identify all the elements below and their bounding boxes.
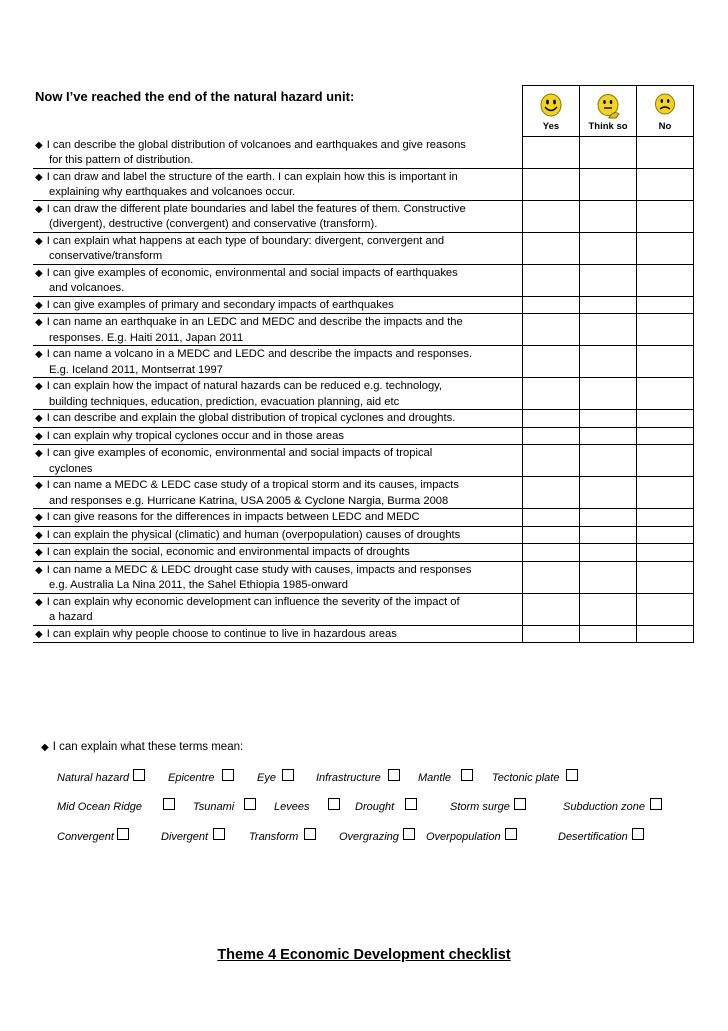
statement-text: ◆ I can describe the global distribution of volcanoes and earthquakes and give reasons for this pattern of distribution. [33, 137, 523, 169]
term-checkbox[interactable] [514, 798, 526, 810]
bullet-icon: ◆ [35, 267, 43, 279]
yes-checkbox-cell[interactable] [523, 625, 580, 643]
think-so-checkbox-cell[interactable] [580, 427, 637, 445]
term-label: Transform [249, 831, 299, 843]
term-checkbox[interactable] [282, 769, 294, 781]
term-label: Mid Ocean Ridge [57, 801, 142, 813]
term-checkbox[interactable] [405, 798, 417, 810]
statement-text: ◆ I can give reasons for the differences in impacts between LEDC and MEDC [33, 509, 523, 527]
think-so-checkbox-cell[interactable] [580, 509, 637, 527]
yes-checkbox-cell[interactable] [523, 168, 580, 200]
thinking-face-icon [595, 93, 621, 119]
term-checkbox[interactable] [461, 769, 473, 781]
yes-checkbox-cell[interactable] [523, 137, 580, 169]
bullet-icon: ◆ [35, 628, 43, 640]
term-label: Natural hazard [57, 772, 130, 784]
no-checkbox-cell[interactable] [637, 625, 694, 643]
sad-face-icon [654, 93, 676, 115]
bullet-icon: ◆ [35, 171, 43, 183]
no-checkbox-cell[interactable] [637, 445, 694, 477]
think-so-checkbox-cell[interactable] [580, 296, 637, 314]
checklist-row [33, 427, 694, 445]
bullet-icon: ◆ [35, 235, 43, 247]
bullet-icon: ◆ [35, 564, 43, 576]
think-so-checkbox-cell[interactable] [580, 544, 637, 562]
terms-heading: ◆ I can explain what these terms mean: [41, 741, 244, 753]
statement-text: ◆ I can give examples of economic, environmental and social impacts of earthquakes and volcanoes. [33, 264, 523, 296]
yes-checkbox-cell[interactable] [523, 378, 580, 410]
think-so-checkbox-cell[interactable] [580, 232, 637, 264]
no-column-header [637, 86, 694, 137]
bullet-icon: ◆ [35, 299, 43, 311]
checklist-row [33, 346, 694, 378]
yes-checkbox-cell[interactable] [523, 477, 580, 509]
checklist-row [33, 593, 694, 625]
no-checkbox-cell[interactable] [637, 232, 694, 264]
no-checkbox-cell[interactable] [637, 509, 694, 527]
term-label: Desertification [558, 831, 628, 843]
statement-text: ◆ I can draw and label the structure of the earth. I can explain how this is important in explaining why earthquakes and volcanoes occur. [33, 168, 523, 200]
checklist-row [33, 445, 694, 477]
no-checkbox-cell[interactable] [637, 264, 694, 296]
statement-text: ◆ I can describe and explain the global distribution of tropical cyclones and droughts. [33, 410, 523, 428]
yes-checkbox-cell[interactable] [523, 314, 580, 346]
yes-column-header [523, 86, 580, 137]
term-checkbox[interactable] [222, 769, 234, 781]
checklist-row [33, 526, 694, 544]
statement-text: ◆ I can explain what happens at each type of boundary: divergent, convergent and conservative/transform [33, 232, 523, 264]
term-checkbox[interactable] [388, 769, 400, 781]
checklist-row [33, 561, 694, 593]
statement-text: ◆ I can explain why tropical cyclones occur and in those areas [33, 427, 523, 445]
term-checkbox[interactable] [213, 828, 225, 840]
bullet-icon: ◆ [35, 349, 43, 360]
term-label: Divergent [161, 831, 209, 843]
term-checkbox[interactable] [403, 828, 415, 840]
think-so-checkbox-cell[interactable] [580, 346, 637, 378]
think-so-checkbox-cell[interactable] [580, 561, 637, 593]
statement-text: ◆ I can explain why people choose to continue to live in hazardous areas [33, 625, 523, 643]
think-so-checkbox-cell[interactable] [580, 445, 637, 477]
term-checkbox[interactable] [650, 798, 662, 810]
no-checkbox-cell[interactable] [637, 378, 694, 410]
think-so-checkbox-cell[interactable] [580, 378, 637, 410]
term-label: Storm surge [450, 801, 510, 813]
term-label: Convergent [57, 831, 114, 843]
bullet-icon: ◆ [35, 448, 43, 459]
bullet-icon: ◆ [35, 529, 43, 541]
think-so-checkbox-cell[interactable] [580, 264, 637, 296]
no-checkbox-cell[interactable] [637, 561, 694, 593]
bullet-icon: ◆ [41, 742, 49, 753]
no-checkbox-cell[interactable] [637, 137, 694, 169]
term-label: Drought [355, 801, 395, 813]
term-label: Overpopulation [426, 831, 501, 843]
term-label: Mantle [418, 772, 452, 784]
smiley-face-icon [540, 93, 562, 117]
no-checkbox-cell[interactable] [637, 200, 694, 232]
think-so-checkbox-cell[interactable] [580, 477, 637, 509]
checklist-row [33, 314, 694, 346]
think-so-checkbox-cell[interactable] [580, 625, 637, 643]
bullet-icon: ◆ [35, 480, 43, 491]
page-heading: Now I’ve reached the end of the natural hazard unit: [35, 89, 355, 104]
checklist-row [33, 410, 694, 428]
checklist-row [33, 232, 694, 264]
bullet-icon: ◆ [35, 430, 43, 442]
checklist-row [33, 168, 694, 200]
checklist-row [33, 378, 694, 410]
yes-checkbox-cell[interactable] [523, 526, 580, 544]
think-so-checkbox-cell[interactable] [580, 410, 637, 428]
term-checkbox[interactable] [133, 769, 145, 781]
checklist-row [33, 264, 694, 296]
term-checkbox[interactable] [328, 798, 340, 810]
bullet-icon: ◆ [35, 381, 43, 392]
bullet-icon: ◆ [35, 317, 43, 328]
term-label: Eye [257, 772, 276, 784]
no-checkbox-cell[interactable] [637, 477, 694, 509]
bullet-icon: ◆ [35, 413, 43, 424]
term-checkbox[interactable] [117, 828, 129, 840]
statement-text: ◆ I can name an earthquake in an LEDC and MEDC and describe the impacts and the responses. E.g. Haiti 2011, Japan 2011 [33, 314, 523, 346]
yes-checkbox-cell[interactable] [523, 264, 580, 296]
no-checkbox-cell[interactable] [637, 296, 694, 314]
statement-text: ◆ I can explain the physical (climatic) and human (overpopulation) causes of droughts [33, 526, 523, 544]
yes-checkbox-cell[interactable] [523, 296, 580, 314]
statement-text: ◆ I can give examples of primary and secondary impacts of earthquakes [33, 296, 523, 314]
yes-checkbox-cell[interactable] [523, 445, 580, 477]
think-so-checkbox-cell[interactable] [580, 168, 637, 200]
bullet-icon: ◆ [35, 596, 43, 608]
checklist-row [33, 509, 694, 527]
think-so-checkbox-cell[interactable] [580, 593, 637, 625]
think-so-checkbox-cell[interactable] [580, 526, 637, 544]
think-so-checkbox-cell[interactable] [580, 200, 637, 232]
no-checkbox-cell[interactable] [637, 526, 694, 544]
yes-checkbox-cell[interactable] [523, 561, 580, 593]
checklist-row [33, 137, 694, 169]
yes-checkbox-cell[interactable] [523, 232, 580, 264]
term-label: Infrastructure [316, 772, 381, 784]
no-checkbox-cell[interactable] [637, 593, 694, 625]
statement-text: ◆ I can name a MEDC & LEDC drought case study with causes, impacts and responses e.g. Australia La Nina 2011, the Sahel Ethiopia 1985-onward [33, 561, 523, 593]
bullet-icon: ◆ [35, 512, 43, 523]
term-checkbox[interactable] [566, 769, 578, 781]
bullet-icon: ◆ [35, 203, 43, 215]
statement-text: ◆ I can explain the social, economic and environmental impacts of droughts [33, 544, 523, 562]
term-label: Levees [274, 801, 310, 813]
term-checkbox[interactable] [304, 828, 316, 840]
footer-title: Theme 4 Economic Development checklist [217, 947, 511, 963]
term-checkbox[interactable] [163, 798, 175, 810]
yes-checkbox-cell[interactable] [523, 410, 580, 428]
yes-checkbox-cell[interactable] [523, 509, 580, 527]
checklist-row [33, 296, 694, 314]
no-checkbox-cell[interactable] [637, 427, 694, 445]
checklist-row [33, 544, 694, 562]
no-checkbox-cell[interactable] [637, 168, 694, 200]
think-so-checkbox-cell[interactable] [580, 137, 637, 169]
no-checkbox-cell[interactable] [637, 544, 694, 562]
checklist-table [33, 85, 694, 643]
bullet-icon: ◆ [35, 139, 43, 151]
term-label: Overgrazing [339, 831, 399, 843]
checklist-row [33, 200, 694, 232]
term-label: Tectonic plate [492, 772, 560, 784]
statement-text: ◆ I can give examples of economic, environmental and social impacts of tropical cyclones [33, 445, 523, 477]
yes-label: Yes [542, 120, 560, 132]
checklist-row [33, 477, 694, 509]
no-label: No [658, 120, 672, 132]
bullet-icon: ◆ [35, 547, 43, 558]
checklist-row [33, 625, 694, 643]
yes-checkbox-cell[interactable] [523, 427, 580, 445]
header-row [33, 86, 694, 137]
term-label: Epicentre [168, 772, 215, 784]
statement-text: ◆ I can explain how the impact of natural hazards can be reduced e.g. technology, building techniques, education, prediction, evacuation planning, aid etc [33, 378, 523, 410]
yes-checkbox-cell[interactable] [523, 593, 580, 625]
yes-checkbox-cell[interactable] [523, 346, 580, 378]
think-so-label: Think so [588, 120, 628, 132]
yes-checkbox-cell[interactable] [523, 200, 580, 232]
statement-text: ◆ I can explain why economic development can influence the severity of the impact of a hazard [33, 593, 523, 625]
think-so-checkbox-cell[interactable] [580, 314, 637, 346]
term-label: Subduction zone [563, 801, 645, 813]
term-checkbox[interactable] [244, 798, 256, 810]
think-so-column-header [580, 86, 637, 137]
no-checkbox-cell[interactable] [637, 346, 694, 378]
statement-text: ◆ I can draw the different plate boundaries and label the features of them. Constructive (divergent), destructive (convergent) and conservative (transform). [33, 200, 523, 232]
term-label: Tsunami [193, 801, 235, 813]
statement-text: ◆ I can name a MEDC & LEDC case study of a tropical storm and its causes, impacts and responses e.g. Hurricane Katrina, USA 2005 & Cyclone Nargia, Burma 2008 [33, 477, 523, 509]
term-checkbox[interactable] [632, 828, 644, 840]
term-checkbox[interactable] [505, 828, 517, 840]
no-checkbox-cell[interactable] [637, 410, 694, 428]
no-checkbox-cell[interactable] [637, 314, 694, 346]
statement-text: ◆ I can name a volcano in a MEDC and LEDC and describe the impacts and responses. E.g. Iceland 2011, Montserrat 1997 [33, 346, 523, 378]
yes-checkbox-cell[interactable] [523, 544, 580, 562]
